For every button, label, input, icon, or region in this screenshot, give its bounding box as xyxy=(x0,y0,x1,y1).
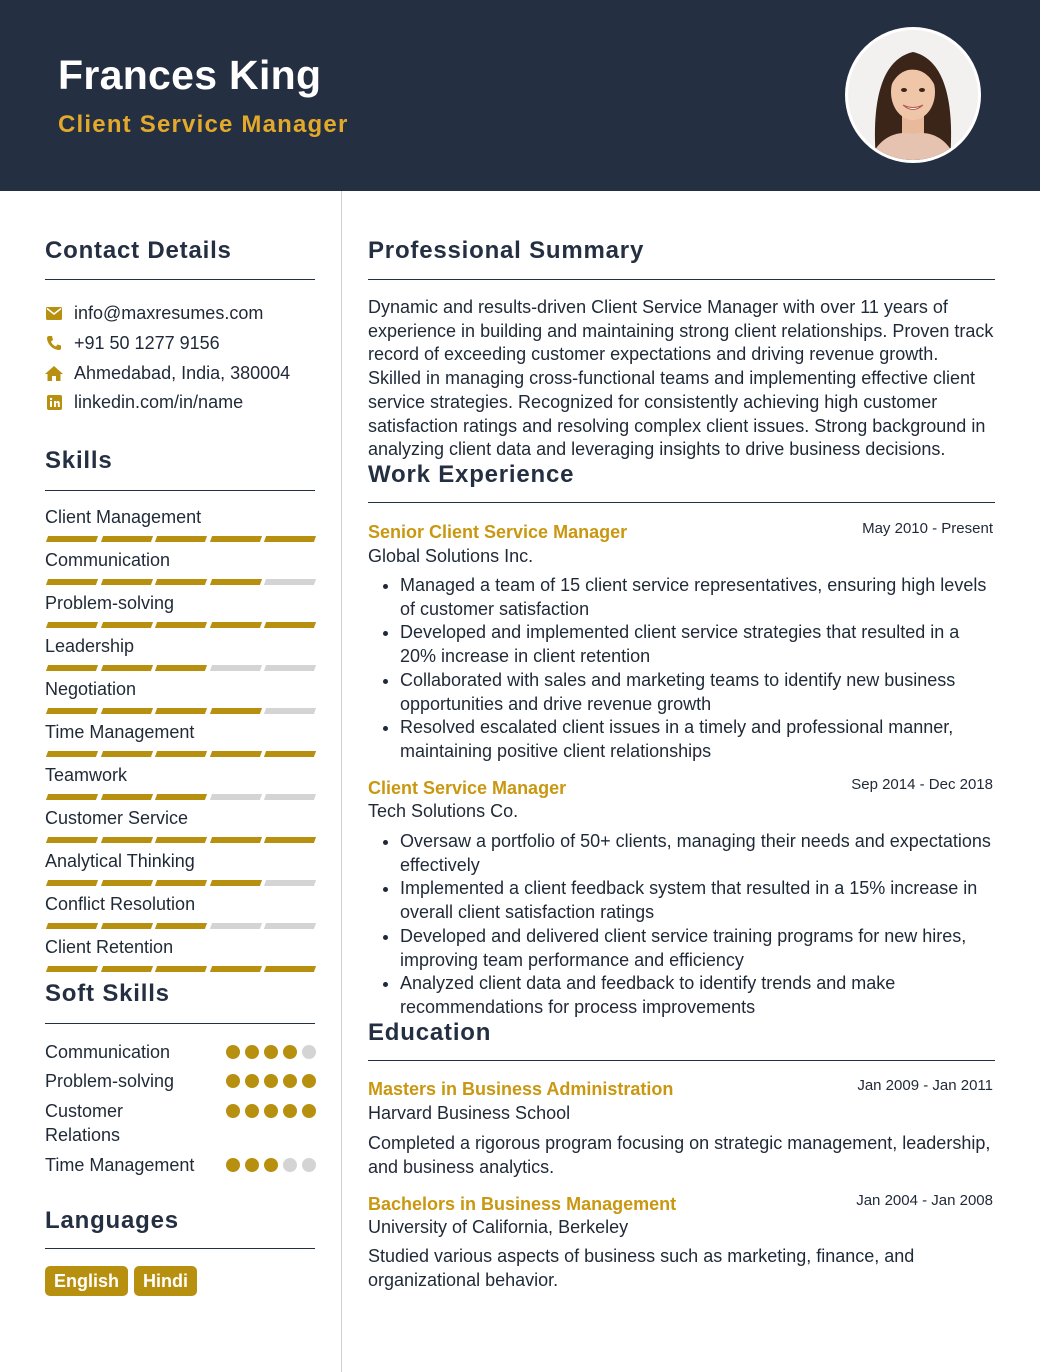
skill-level-segment xyxy=(46,751,98,757)
skill-level-segment xyxy=(101,794,153,800)
rating-dot xyxy=(264,1104,278,1118)
skill-level-bar xyxy=(47,923,315,929)
soft-skills-rule xyxy=(45,1023,315,1024)
skill-level-segment xyxy=(46,622,98,628)
soft-skill-name: Problem-solving xyxy=(45,1071,175,1091)
skill-level-segment xyxy=(210,665,262,671)
skill-level-segment xyxy=(101,837,153,843)
rating-dot xyxy=(245,1045,259,1059)
degree-title: Bachelors in Business Management xyxy=(368,1194,677,1214)
skill-level-bar xyxy=(47,665,315,671)
degree-title: Masters in Business Administration xyxy=(368,1079,674,1099)
rating-dot xyxy=(226,1074,240,1088)
skill-name: Teamwork xyxy=(45,765,128,785)
rating-dot xyxy=(283,1158,297,1172)
rating-dot xyxy=(283,1045,297,1059)
contact-rule xyxy=(45,279,315,280)
skills-rule xyxy=(45,490,315,491)
skill-level-segment xyxy=(155,880,207,886)
rating-dot xyxy=(302,1074,316,1088)
skill-level-segment xyxy=(264,880,316,886)
skill-level-segment xyxy=(155,751,207,757)
summary-text: Dynamic and results-driven Client Service Manager with over 11 years of experience in building and maintaining strong client relationships. Proven track record of exceeding customer expectations and driving revenue growth. Skilled in managing cross-functional teams and implementing effective client service strategies. Recognized for consistently achieving high customer satisfaction ratings and resolving complex client issues. Strong background in analyzing client data and leveraging insights to drive business decisions. xyxy=(368,297,994,460)
skill-name: Problem-solving xyxy=(45,593,175,613)
skill-level-segment xyxy=(155,923,207,929)
soft-skills-heading: Soft Skills xyxy=(45,980,170,1007)
skill-name: Communication xyxy=(45,550,171,570)
skill-level-segment xyxy=(155,536,207,542)
rating-dot xyxy=(245,1104,259,1118)
skill-level-bar xyxy=(47,794,315,800)
rating-dot xyxy=(264,1074,278,1088)
rating-dot xyxy=(226,1045,240,1059)
skill-level-segment xyxy=(101,880,153,886)
skill-level-segment xyxy=(101,966,153,972)
skill-level-bar xyxy=(47,536,315,542)
skill-level-segment xyxy=(101,751,153,757)
languages-list xyxy=(45,1266,197,1296)
skill-level-segment xyxy=(155,708,207,714)
education-heading: Education xyxy=(368,1019,492,1046)
skill-level-segment xyxy=(46,966,98,972)
degree-description: Completed a rigorous program focusing on strategic management, leadership, and business analytics. xyxy=(368,1133,991,1177)
job-bullet: • Oversaw a portfolio of 50+ clients, managing their needs and expectations effectively xyxy=(400,830,994,877)
job-bullet: • Analyzed client data and feedback to identify trends and make recommendations for process improvements xyxy=(400,972,994,1019)
skill-level-segment xyxy=(101,708,153,714)
skill-level-segment xyxy=(46,880,98,886)
skill-level-bar xyxy=(47,708,315,714)
skill-name: Analytical Thinking xyxy=(45,851,195,871)
skill-level-segment xyxy=(210,794,262,800)
education-rule xyxy=(368,1060,995,1061)
skill-level-segment xyxy=(46,665,98,671)
envelope-icon xyxy=(45,304,63,322)
job-bullet: • Managed a team of 15 client service representatives, ensuring high levels of customer satisfaction xyxy=(400,574,994,621)
rating-dot xyxy=(264,1158,278,1172)
skill-level-segment xyxy=(210,837,262,843)
skill-name: Negotiation xyxy=(45,679,137,699)
skill-level-segment xyxy=(155,622,207,628)
rating-dot xyxy=(245,1158,259,1172)
rating-dot xyxy=(264,1045,278,1059)
rating-dot xyxy=(245,1074,259,1088)
degree-dates: Jan 2004 - Jan 2008 xyxy=(856,1192,993,1209)
job-bullet: • Developed and delivered client service training programs for new hires, improving team performance and efficiency xyxy=(400,925,994,972)
skill-level-segment xyxy=(264,923,316,929)
language-badge: English xyxy=(45,1266,128,1296)
soft-skill-rating xyxy=(226,1104,316,1118)
skill-level-segment xyxy=(210,923,262,929)
experience-rule xyxy=(368,502,995,503)
home-icon xyxy=(45,364,63,382)
skills-heading: Skills xyxy=(45,447,113,474)
job-bullet: • Developed and implemented client service strategies that resulted in a 20% increase in client retention xyxy=(400,621,994,668)
skill-level-segment xyxy=(101,665,153,671)
candidate-title: Client Service Manager xyxy=(58,111,349,138)
degree-dates: Jan 2009 - Jan 2011 xyxy=(857,1077,993,1094)
rating-dot xyxy=(283,1074,297,1088)
skill-level-segment xyxy=(210,880,262,886)
contact-email-text: info@maxresumes.com xyxy=(74,302,264,323)
skill-level-bar xyxy=(47,966,315,972)
skill-level-segment xyxy=(101,923,153,929)
skill-level-segment xyxy=(46,794,98,800)
skill-level-segment xyxy=(155,837,207,843)
skill-level-segment xyxy=(210,536,262,542)
job-company: Global Solutions Inc. xyxy=(368,546,534,566)
job-dates: Sep 2014 - Dec 2018 xyxy=(851,776,993,793)
skill-level-segment xyxy=(210,966,262,972)
contact-heading: Contact Details xyxy=(45,237,232,264)
contact-linkedin[interactable] xyxy=(45,390,243,414)
soft-skill-name: Customer Relations xyxy=(45,1101,124,1145)
linkedin-icon xyxy=(45,393,63,411)
skill-level-segment xyxy=(155,579,207,585)
skill-level-segment xyxy=(264,708,316,714)
phone-icon xyxy=(45,334,63,352)
skill-level-bar xyxy=(47,837,315,843)
skill-level-segment xyxy=(264,536,316,542)
soft-skill-name: Communication xyxy=(45,1042,171,1062)
skill-level-segment xyxy=(46,708,98,714)
skill-level-segment xyxy=(155,794,207,800)
candidate-name: Frances King xyxy=(58,52,322,98)
contact-linkedin-text: linkedin.com/in/name xyxy=(74,391,244,412)
soft-skill-name: Time Management xyxy=(45,1155,195,1175)
skill-level-segment xyxy=(46,923,98,929)
contact-phone-text: +91 50 1277 9156 xyxy=(74,332,220,353)
skill-level-segment xyxy=(155,966,207,972)
skill-name: Leadership xyxy=(45,636,135,656)
rating-dot xyxy=(226,1104,240,1118)
profile-photo xyxy=(845,27,981,163)
skill-level-segment xyxy=(264,622,316,628)
skill-level-segment xyxy=(210,622,262,628)
skill-name: Conflict Resolution xyxy=(45,894,196,914)
job-title: Senior Client Service Manager xyxy=(368,522,628,542)
soft-skill-rating xyxy=(226,1158,316,1172)
job-dates: May 2010 - Present xyxy=(862,520,993,537)
skill-level-segment xyxy=(210,751,262,757)
skill-name: Customer Service xyxy=(45,808,189,828)
contact-address-text: Ahmedabad, India, 380004 xyxy=(74,362,291,383)
skill-name: Client Management xyxy=(45,507,202,527)
skill-level-segment xyxy=(46,579,98,585)
portrait-image xyxy=(848,30,978,160)
skill-level-bar xyxy=(47,751,315,757)
summary-heading: Professional Summary xyxy=(368,237,645,264)
skill-level-segment xyxy=(155,665,207,671)
skill-level-bar xyxy=(47,579,315,585)
skill-level-bar xyxy=(47,622,315,628)
summary-rule xyxy=(368,279,995,280)
skill-name: Time Management xyxy=(45,722,195,742)
job-bullets xyxy=(368,574,994,764)
rating-dot xyxy=(302,1158,316,1172)
skill-level-segment xyxy=(101,622,153,628)
soft-skill-rating xyxy=(226,1074,316,1088)
contact-address xyxy=(45,361,290,385)
job-bullets xyxy=(368,830,994,1020)
resume-header xyxy=(0,0,1040,191)
skill-level-segment xyxy=(264,794,316,800)
contact-email[interactable] xyxy=(45,301,263,325)
column-divider xyxy=(341,191,342,1372)
soft-skill-rating xyxy=(226,1045,316,1059)
skill-level-segment xyxy=(46,536,98,542)
school-name: University of California, Berkeley xyxy=(368,1217,629,1237)
degree-description: Studied various aspects of business such as marketing, finance, and organizational behavior. xyxy=(368,1246,915,1290)
rating-dot xyxy=(283,1104,297,1118)
job-title: Client Service Manager xyxy=(368,778,567,798)
rating-dot xyxy=(302,1104,316,1118)
languages-rule xyxy=(45,1248,315,1249)
contact-phone[interactable] xyxy=(45,331,220,355)
language-badge: Hindi xyxy=(134,1266,197,1296)
skill-level-segment xyxy=(46,837,98,843)
experience-heading: Work Experience xyxy=(368,461,575,488)
job-bullet: • Implemented a client feedback system that resulted in a 15% increase in overall client satisfaction ratings xyxy=(400,877,994,924)
skill-level-bar xyxy=(47,880,315,886)
rating-dot xyxy=(226,1158,240,1172)
skill-level-segment xyxy=(101,536,153,542)
skill-level-segment xyxy=(264,751,316,757)
skill-level-segment xyxy=(264,665,316,671)
job-company: Tech Solutions Co. xyxy=(368,801,519,821)
job-bullet: • Collaborated with sales and marketing teams to identify new business opportunities and drive revenue growth xyxy=(400,669,994,716)
languages-heading: Languages xyxy=(45,1207,179,1234)
job-bullet: • Resolved escalated client issues in a timely and professional manner, maintaining positive client relationships xyxy=(400,716,994,763)
skill-level-segment xyxy=(264,837,316,843)
skill-level-segment xyxy=(101,579,153,585)
skill-level-segment xyxy=(264,579,316,585)
skill-level-segment xyxy=(210,708,262,714)
skill-level-segment xyxy=(264,966,316,972)
skill-level-segment xyxy=(210,579,262,585)
rating-dot xyxy=(302,1045,316,1059)
school-name: Harvard Business School xyxy=(368,1103,571,1123)
skill-name: Client Retention xyxy=(45,937,174,957)
